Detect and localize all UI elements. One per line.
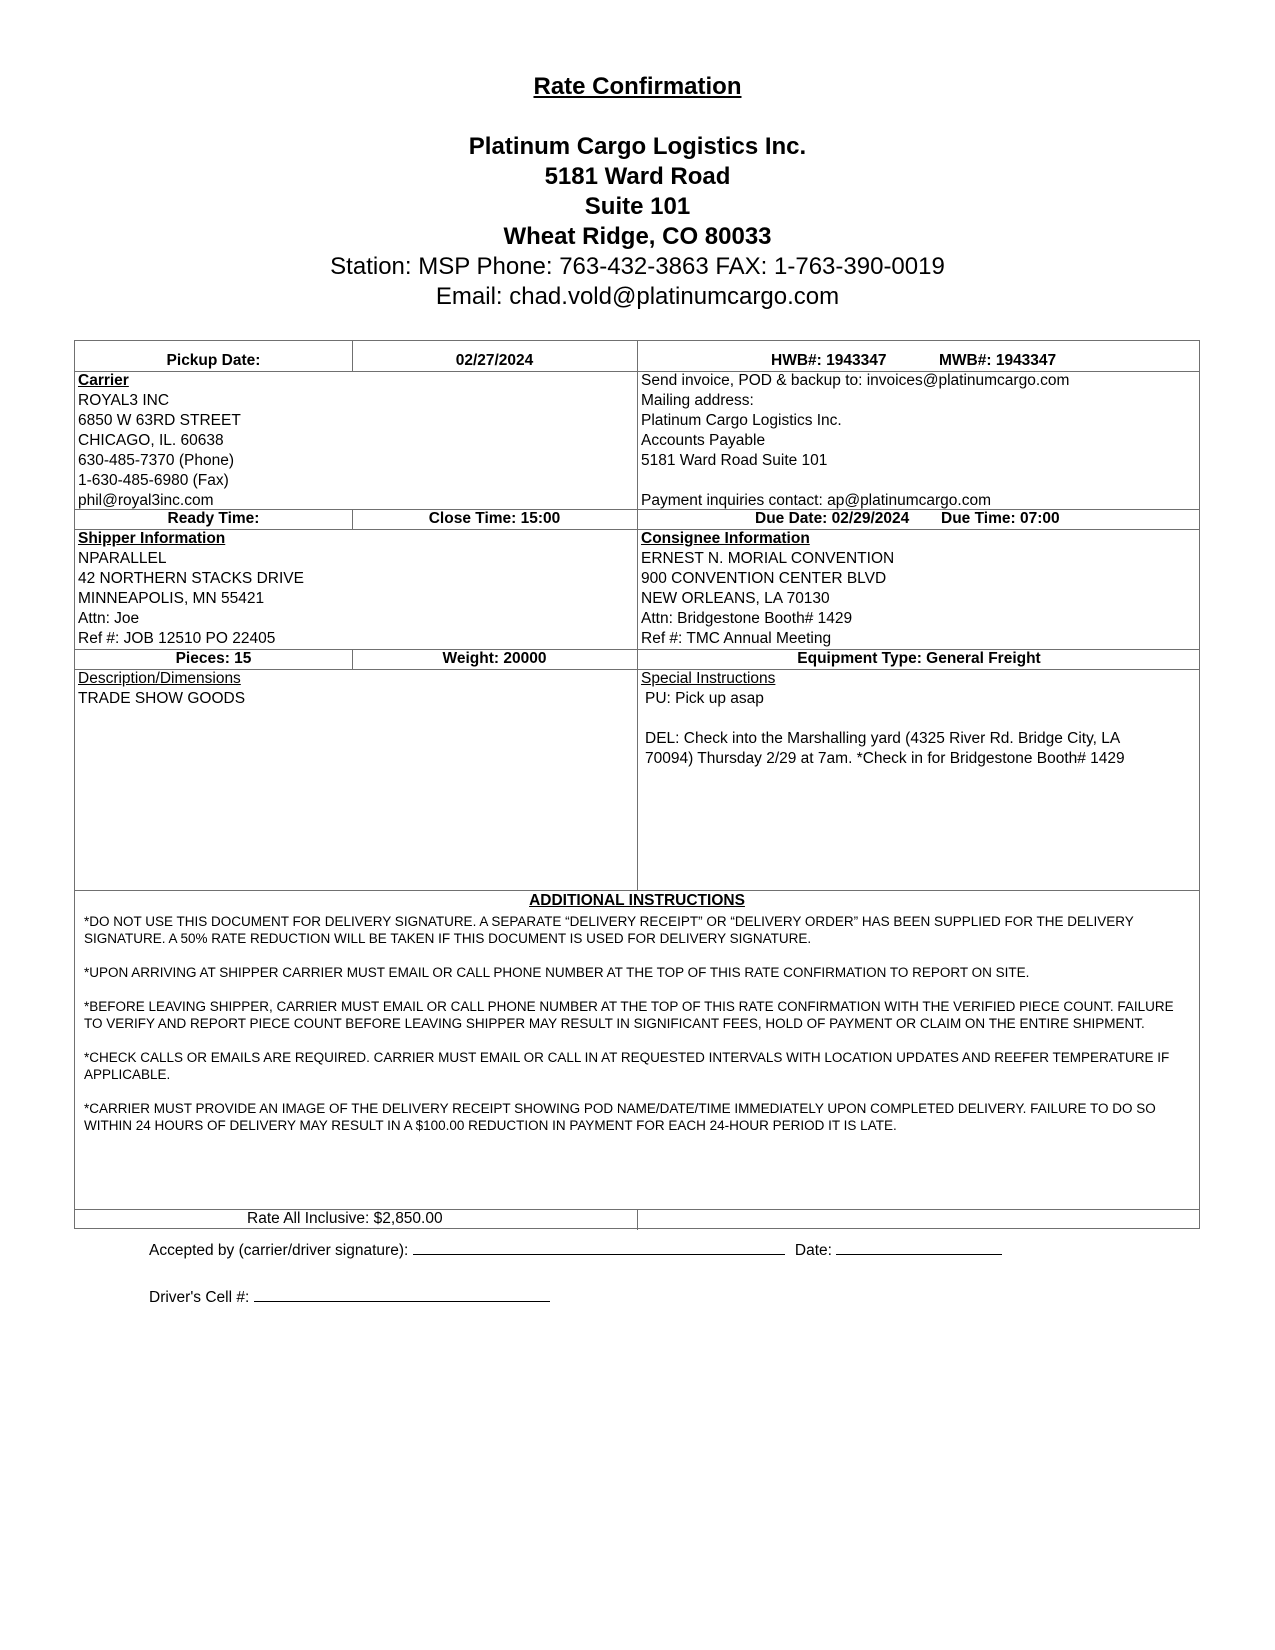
driver-cell-field[interactable] bbox=[254, 1285, 550, 1302]
billing-line: Mailing address: bbox=[641, 392, 754, 409]
spacer bbox=[641, 709, 1125, 729]
carrier-heading: Carrier bbox=[78, 372, 129, 389]
station-line: Station: MSP Phone: 763-432-3863 FAX: 1-763-390-0019 bbox=[330, 253, 945, 280]
billing-block bbox=[641, 371, 1069, 511]
shipper-block bbox=[78, 529, 304, 649]
date-field[interactable] bbox=[836, 1238, 1002, 1255]
document-title: Rate Confirmation bbox=[533, 73, 742, 100]
mwb-number: MWB#: 1943347 bbox=[939, 352, 1057, 369]
consignee-line: NEW ORLEANS, LA 70130 bbox=[641, 590, 830, 607]
due-date: Due Date: 02/29/2024 bbox=[755, 510, 910, 527]
instruction-paragraph: *BEFORE LEAVING SHIPPER, CARRIER MUST EMAIL OR CALL PHONE NUMBER AT THE TOP OF THIS RATE CONFIRMATION WITH THE VERIFIED PIECE COUNT. FAILURE TO VERIFY AND REPORT PIECE COUNT BEFORE LEAVING SHIPPER MAY RESULT IN SIGNIFICANT FEES, HOLD OF PAYMENT OR CLAIM ON THE ENTIRE SHIPMENT. bbox=[84, 999, 1174, 1031]
description-block bbox=[78, 669, 245, 709]
due-time: Due Time: 07:00 bbox=[941, 510, 1060, 527]
accepted-by-label: Accepted by (carrier/driver signature): bbox=[149, 1242, 409, 1259]
billing-line: Platinum Cargo Logistics Inc. bbox=[641, 412, 842, 429]
pickup-date-value: 02/27/2024 bbox=[455, 352, 534, 369]
carrier-email: phil@royal3inc.com bbox=[78, 492, 214, 509]
additional-instructions-heading: ADDITIONAL INSTRUCTIONS bbox=[529, 892, 745, 909]
carrier-line: 1-630-485-6980 (Fax) bbox=[78, 472, 229, 489]
signature-field[interactable] bbox=[413, 1238, 785, 1255]
company-name: Platinum Cargo Logistics Inc. bbox=[468, 133, 807, 160]
date-label: Date: bbox=[794, 1242, 832, 1259]
instruction-paragraph: *CARRIER MUST PROVIDE AN IMAGE OF THE DELIVERY RECEIPT SHOWING POD NAME/DATE/TIME IMMEDIATELY UPON COMPLETED DELIVERY. FAILURE TO DO SO WITHIN 24 HOURS OF DELIVERY MAY RESULT IN A $100.00 REDUCTION IN PAYMENT FOR EACH 24-HOUR PERIOD IT IS LATE. bbox=[84, 1101, 1156, 1133]
additional-instructions-body bbox=[84, 913, 1190, 1151]
consignee-line: Attn: Bridgestone Booth# 1429 bbox=[641, 610, 853, 627]
consignee-block bbox=[641, 529, 894, 649]
special-instructions-block bbox=[641, 669, 1125, 769]
billing-line: Send invoice, POD & backup to: invoices@platinumcargo.com bbox=[641, 372, 1070, 389]
rate-confirmation-form bbox=[74, 340, 1200, 1229]
driver-cell-line bbox=[149, 1285, 550, 1308]
pickup-instruction: PU: Pick up asap bbox=[645, 690, 764, 707]
billing-line: Accounts Payable bbox=[641, 432, 766, 449]
instruction-paragraph: *UPON ARRIVING AT SHIPPER CARRIER MUST EMAIL OR CALL PHONE NUMBER AT THE TOP OF THIS RATE CONFIRMATION TO REPORT ON SITE. bbox=[84, 965, 1030, 980]
company-header bbox=[0, 132, 1275, 252]
equipment-type: Equipment Type: General Freight bbox=[797, 650, 1041, 667]
carrier-line: 6850 W 63RD STREET bbox=[78, 412, 241, 429]
carrier-line: ROYAL3 INC bbox=[78, 392, 170, 409]
pieces: Pieces: 15 bbox=[175, 650, 252, 667]
shipper-heading: Shipper Information bbox=[78, 530, 226, 547]
hwb-number: HWB#: 1943347 bbox=[771, 352, 887, 369]
description-heading: Description/Dimensions bbox=[78, 670, 241, 687]
billing-line: 5181 Ward Road Suite 101 bbox=[641, 452, 828, 469]
delivery-instruction-line: DEL: Check into the Marshalling yard (4325 River Rd. Bridge City, LA bbox=[645, 730, 1121, 747]
rate-all-inclusive: Rate All Inclusive: $2,850.00 bbox=[247, 1210, 443, 1227]
instruction-paragraph: *DO NOT USE THIS DOCUMENT FOR DELIVERY SIGNATURE. A SEPARATE “DELIVERY RECEIPT” OR “DELIVERY ORDER” HAS BEEN SUPPLIED FOR THE DELIVERY SIGNATURE. A 50% RATE REDUCTION WILL BE TAKEN IF THIS DOCUMENT IS USED FOR DELIVERY SIGNATURE. bbox=[84, 914, 1134, 946]
company-city-state-zip: Wheat Ridge, CO 80033 bbox=[503, 223, 772, 250]
company-address-2: Suite 101 bbox=[584, 193, 691, 220]
divider bbox=[637, 1209, 638, 1230]
shipper-line: Attn: Joe bbox=[78, 610, 140, 627]
carrier-line: 630-485-7370 (Phone) bbox=[78, 452, 234, 469]
shipper-line: 42 NORTHERN STACKS DRIVE bbox=[78, 570, 304, 587]
ready-time: Ready Time: bbox=[167, 510, 260, 527]
company-contact bbox=[0, 252, 1275, 312]
consignee-heading: Consignee Information bbox=[641, 530, 810, 547]
email-line: Email: chad.vold@platinumcargo.com bbox=[435, 283, 840, 310]
company-address-1: 5181 Ward Road bbox=[544, 163, 731, 190]
pickup-date-label: Pickup Date: bbox=[166, 352, 261, 369]
carrier-line: CHICAGO, IL. 60638 bbox=[78, 432, 224, 449]
special-instructions-heading: Special Instructions bbox=[641, 670, 776, 687]
shipper-line: Ref #: JOB 12510 PO 22405 bbox=[78, 630, 276, 647]
carrier-block bbox=[78, 371, 241, 511]
consignee-line: Ref #: TMC Annual Meeting bbox=[641, 630, 832, 647]
delivery-instruction-line: 70094) Thursday 2/29 at 7am. *Check in for Bridgestone Booth# 1429 bbox=[645, 750, 1125, 767]
weight: Weight: 20000 bbox=[442, 650, 547, 667]
description-text: TRADE SHOW GOODS bbox=[78, 690, 246, 707]
consignee-line: 900 CONVENTION CENTER BLVD bbox=[641, 570, 887, 587]
consignee-line: ERNEST N. MORIAL CONVENTION bbox=[641, 550, 895, 567]
instruction-paragraph: *CHECK CALLS OR EMAILS ARE REQUIRED. CARRIER MUST EMAIL OR CALL IN AT REQUESTED INTERVALS WITH LOCATION UPDATES AND REEFER TEMPERATURE IF APPLICABLE. bbox=[84, 1050, 1170, 1082]
driver-cell-label: Driver's Cell #: bbox=[149, 1289, 250, 1306]
divider bbox=[637, 341, 638, 890]
billing-line bbox=[641, 471, 1069, 491]
signature-line bbox=[149, 1238, 1002, 1261]
shipper-line: MINNEAPOLIS, MN 55421 bbox=[78, 590, 265, 607]
close-time: Close Time: 15:00 bbox=[428, 510, 561, 527]
billing-line: Payment inquiries contact: ap@platinumcargo.com bbox=[641, 492, 992, 509]
shipper-line: NPARALLEL bbox=[78, 550, 167, 567]
